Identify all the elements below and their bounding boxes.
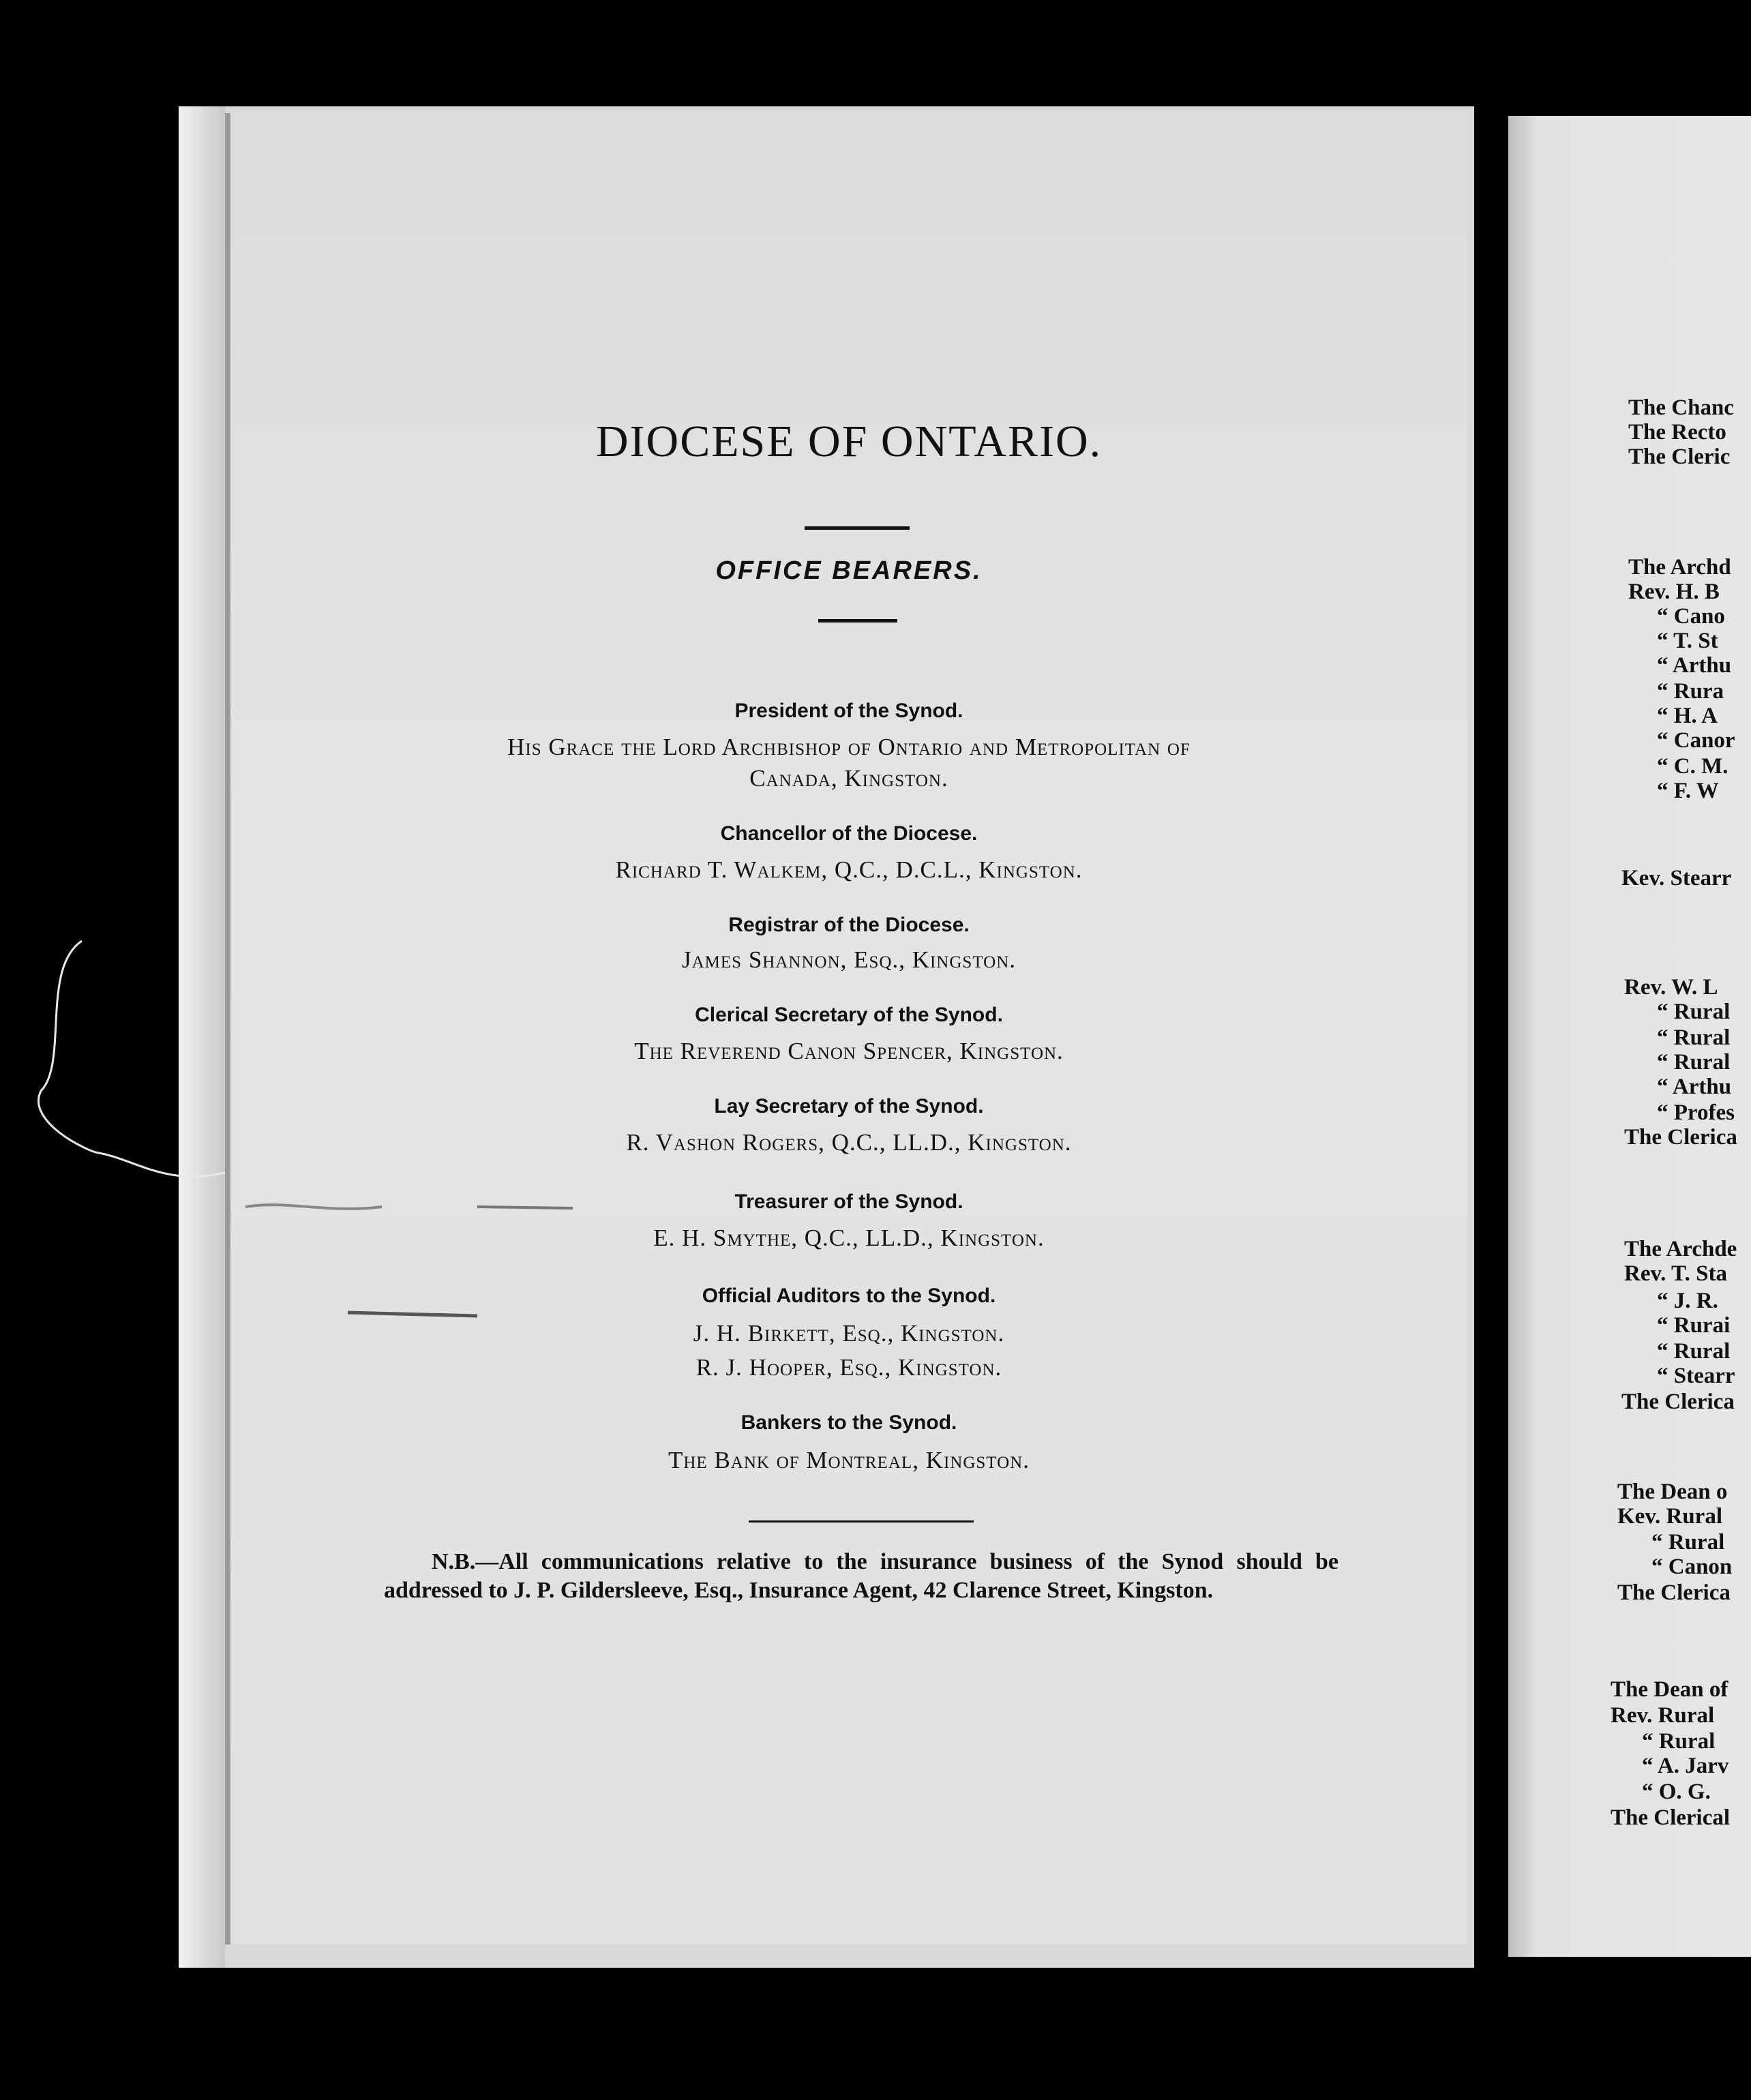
right-page-line: Rev. T. Sta <box>1624 1261 1727 1286</box>
right-page-line: “ Rural <box>1657 1000 1731 1024</box>
section-heading-chancellor: Chancellor of the Diocese. <box>720 822 978 845</box>
right-page-line: “ Rural <box>1642 1729 1716 1754</box>
right-page-line: The Clerica <box>1621 1390 1735 1414</box>
section-entry: His Grace the Lord Archbishop of Ontario and Metropolitan of <box>507 734 1191 760</box>
right-page-line: Rev. Rural <box>1611 1703 1715 1728</box>
right-page-line: “ Rurai <box>1657 1313 1731 1338</box>
right-page-line: “ Rural <box>1657 1050 1731 1075</box>
right-page-line: The Recto <box>1628 420 1726 445</box>
insurance-note-text: N.B.—All communications relative to the insurance business of the Synod should be addressed to J. P. Gildersleeve, Esq., Insurance Agent, 42 Clarence Street, Kingston. <box>384 1549 1338 1603</box>
right-page-line: Rev. H. B <box>1628 580 1720 604</box>
section-entry: R. Vashon Rogers, Q.C., LL.D., Kingston. <box>626 1129 1072 1156</box>
right-page-line: “ O. G. <box>1642 1780 1711 1804</box>
right-page-line: “ Canor <box>1657 728 1735 753</box>
right-page-line: “ H. A <box>1657 704 1718 728</box>
right-page-line: “ Rura <box>1657 679 1724 704</box>
right-page-line: The Clerica <box>1617 1580 1731 1605</box>
right-page-line: “ T. St <box>1657 629 1718 653</box>
section-entry: R. J. Hooper, Esq., Kingston. <box>695 1354 1002 1381</box>
right-page-line: “ Stearr <box>1657 1364 1735 1388</box>
right-page-line: “ Rural <box>1657 1025 1731 1050</box>
right-page-line: The Clerical <box>1611 1805 1731 1830</box>
right-page-line: The Cleric <box>1628 445 1731 469</box>
right-page-line: “ Profes <box>1657 1100 1735 1125</box>
right-page-line: “ Rural <box>1651 1530 1725 1555</box>
right-page-line: The Clerica <box>1624 1125 1737 1150</box>
section-entry: The Reverend Canon Spencer, Kingston. <box>634 1038 1064 1064</box>
right-page-line: “ Arthu <box>1657 653 1732 678</box>
right-page-line: “ Canon <box>1651 1555 1733 1579</box>
section-entry: Richard T. Walkem, Q.C., D.C.L., Kingston. <box>615 856 1083 883</box>
right-page-line: The Dean of <box>1611 1677 1728 1702</box>
right-page-line: The Archd <box>1628 555 1731 580</box>
section-entry: The Bank of Montreal, Kingston. <box>668 1447 1030 1473</box>
page-subtitle: OFFICE BEARERS. <box>715 556 983 585</box>
right-page-line: “ J. R. <box>1657 1289 1718 1313</box>
right-page-line: Rev. W. L <box>1624 975 1718 1000</box>
section-heading-registrar: Registrar of the Diocese. <box>728 914 970 936</box>
section-heading-lay-secretary: Lay Secretary of the Synod. <box>714 1095 984 1118</box>
right-page-line: Kev. Stearr <box>1621 866 1732 890</box>
right-page-line: “ A. Jarv <box>1642 1754 1729 1778</box>
section-entry: Canada, Kingston. <box>749 765 948 792</box>
right-page-line: “ Cano <box>1657 604 1725 629</box>
right-page-line: “ Rural <box>1657 1339 1731 1364</box>
right-page-line: Kev. Rural <box>1617 1504 1722 1529</box>
section-heading-auditors: Official Auditors to the Synod. <box>702 1285 996 1307</box>
right-page-line: The Archde <box>1624 1237 1737 1261</box>
section-heading-president: President of the Synod. <box>734 700 963 722</box>
section-entry: James Shannon, Esq., Kingston. <box>682 946 1016 973</box>
section-heading-treasurer: Treasurer of the Synod. <box>734 1190 963 1213</box>
page-title: DIOCESE OF ONTARIO. <box>595 417 1103 466</box>
section-entry: J. H. Birkett, Esq., Kingston. <box>693 1320 1005 1347</box>
section-heading-clerical-secretary: Clerical Secretary of the Synod. <box>695 1004 1003 1026</box>
right-page-line: The Dean o <box>1617 1480 1728 1504</box>
right-page-line: “ C. M. <box>1657 754 1728 779</box>
right-page-line: “ F. W <box>1657 779 1719 803</box>
right-page-line: “ Arthu <box>1657 1075 1732 1099</box>
right-page-line: The Chanc <box>1628 395 1734 420</box>
section-entry: E. H. Smythe, Q.C., LL.D., Kingston. <box>653 1225 1045 1251</box>
section-heading-bankers: Bankers to the Synod. <box>740 1411 957 1434</box>
